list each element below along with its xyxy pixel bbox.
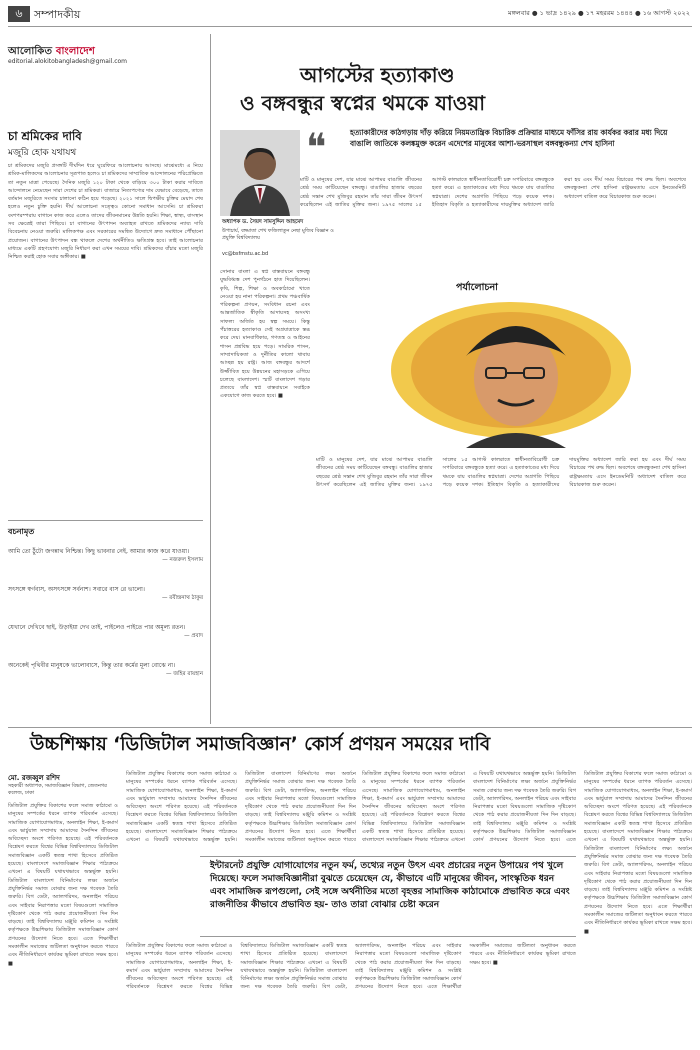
article2-body-col3: ডিজিটাল প্রযুক্তির বিকাশের ফলে সমাজ কাঠামো ও মানুষের সম্পর্কের ধরনে ব্যাপক পরিবর্তন এসেছে। সামাজিক যোগাযোগমাধ্যম, অনলাইন শিক্ষা, ই-কমার্স এবং ভার্চুয়াল সম্প্রদায় আমাদের দৈনন্দিন জীবনের অবিচ্ছেদ্য অংশে পরিণত হয়েছে। এই পরিবর্তনকে বিশ্লেষণ করতে বিশ্বের বিভিন্ন বিশ্ববিদ্যালয়ে ডিজিটাল সমাজবিজ্ঞান একটি স্বতন্ত্র শাখা হিসেবে প্রতিষ্ঠিত হয়েছে। বাংলাদেশে সমাজবিজ্ঞান শিক্ষার পাঠ্যক্রমে এখনো এ বিষয়টি যথাযথভাবে অন্তর্ভুক্ত হয়নি। ডিজিটাল বাংলাদেশ বিনির্মাণের লক্ষ্য অর্জনে প্রযুক্তিনির্ভর সমাজ বোঝার জন্য দক্ষ গবেষক তৈরি জরুরি। বিগ ডেটা, অ্যালগরিদম, অনলাইন পরিচয় এবং সাইবার নিরাপত্তার মতো বিষয়গুলো সামাজিক দৃষ্টিকোণ থেকে পাঠ করার প্রয়োজনীয়তা দিন দিন বাড়ছে। তাই বিশ্ববিদ্যালয় মঞ্জুরি কমিশন ও সংশ্লিষ্ট কর্তৃপক্ষকে উচ্চশিক্ষায় ডিজিটাল সমাজবিজ্ঞান কোর্স প্রণয়নের উদ্যোগ নিতে হবে। এতে	[362, 771, 576, 844]
feature-lead: হত্যাকারীদের কাঠগড়ায় দাঁড় করিয়ে নিয়মতান্ত্রিক বিচারিক প্রক্রিয়ার মাধ্যমে ফাঁসির রায় কার্যকর করার মধ্য দিয়ে বাঙালি জাতিকে কলঙ্কমুক্ত করেন এদেশের মানুষের আশা-ভরসাস্থল বঙ্গবন্ধুকন্যা শেখ হাসিনা	[350, 128, 668, 148]
article2-author-title: সহকারী অধ্যাপক, সমাজবিজ্ঞান বিভাগ, জেতনগর কলেজ, ঢাকা	[8, 783, 107, 796]
author-name: অধ্যাপক ড. সৈয়দ সামসুদ্দিন আহমেদ	[222, 219, 304, 225]
editorial-title: চা শ্রমিকের দাবি	[8, 129, 82, 143]
author-portrait-icon	[220, 130, 300, 216]
section-title: সম্পাদকীয়	[34, 8, 81, 21]
article2-author: মো. রজব্বুল রশিদ	[8, 774, 60, 782]
author-email[interactable]: vc@bsfmstu.ac.bd	[222, 251, 269, 257]
author-photo	[220, 130, 300, 216]
quote-author: — নজরুল ইসলাম	[162, 557, 203, 563]
band-top-rule	[8, 727, 692, 728]
article2-title: উচ্চশিক্ষায় ‘ডিজিটাল সমাজবিজ্ঞান’ কোর্স প্রণয়ন সময়ের দাবি	[30, 734, 491, 755]
quote-text: আমি তো ঠুঁটো জগন্নাথ নিশ্চিন্ত। কিছু ভাবনার নেই, আমার কাজ করে যাওয়া।	[8, 548, 190, 555]
editorial-email[interactable]: editorial.alokitobangladesh@gmail.com	[8, 58, 128, 65]
quote-text: যেখানে দেখিবে ছাই, উড়াইয়া দেখ তাই, পাইলেও পাইতে পার অমূল্য রতন।	[8, 624, 186, 631]
quotes-heading: বচনামৃত	[8, 527, 35, 536]
quote-item	[8, 661, 203, 679]
logo-left-word: আলোকিত	[8, 46, 53, 57]
quote-item	[8, 547, 203, 565]
article2-body-col2: ডিজিটাল প্রযুক্তির বিকাশের ফলে সমাজ কাঠামো ও মানুষের সম্পর্কের ধরনে ব্যাপক পরিবর্তন এসেছে। সামাজিক যোগাযোগমাধ্যম, অনলাইন শিক্ষা, ই-কমার্স এবং ভার্চুয়াল সম্প্রদায় আমাদের দৈনন্দিন জীবনের অবিচ্ছেদ্য অংশে পরিণত হয়েছে। এই পরিবর্তনকে বিশ্লেষণ করতে বিশ্বের বিভিন্ন বিশ্ববিদ্যালয়ে ডিজিটাল সমাজবিজ্ঞান একটি স্বতন্ত্র শাখা হিসেবে প্রতিষ্ঠিত হয়েছে। বাংলাদেশে সমাজবিজ্ঞান শিক্ষার পাঠ্যক্রমে এখনো এ বিষয়টি যথাযথভাবে অন্তর্ভুক্ত হয়নি। ডিজিটাল বাংলাদেশ বিনির্মাণের লক্ষ্য অর্জনে প্রযুক্তিনির্ভর সমাজ বোঝার জন্য দক্ষ গবেষক তৈরি জরুরি। বিগ ডেটা, অ্যালগরিদম, অনলাইন পরিচয় এবং সাইবার নিরাপত্তার মতো বিষয়গুলো সামাজিক দৃষ্টিকোণ থেকে পাঠ করার প্রয়োজনীয়তা দিন দিন বাড়ছে। তাই বিশ্ববিদ্যালয় মঞ্জুরি কমিশন ও সংশ্লিষ্ট কর্তৃপক্ষকে উচ্চশিক্ষায় ডিজিটাল সমাজবিজ্ঞান কোর্স প্রণয়নের উদ্যোগ নিতে হবে। এতে শিক্ষার্থীরা সমকালীন সমাজের জটিলতা অনুধাবন করতে পারবে	[126, 771, 356, 844]
feature-body-bottom: মাটি ও মানুষের দেশ, যার মাঝে আপামর বাঙালি জীবনের শ্রেষ্ঠ সময় কাটিয়েছেন বঙ্গবন্ধু। বাঙালির হাজার বছরের শ্রেষ্ঠ সন্তান শেখ মুজিবুর রহমান তাঁর সারা জীবন উৎসর্গ করেছিলেন এই জাতির মুক্তির জন্য। ১৯৭৫ সালের ১৫ আগস্ট কালরাতে স্বাধীনতাবিরোধী চক্র সপরিবারে বঙ্গবন্ধুকে হত্যা করে। এ হত্যাকাণ্ডের মধ্য দিয়ে থমকে যায় বাঙালির স্বপ্নযাত্রা। দেশের অগ্রগতি পিছিয়ে পড়ে কয়েক দশক। ইতিহাস বিকৃতি ও হত্যাকারীদের দায়মুক্তির অধ্যাদেশ জারি করা হয় এবং দীর্ঘ সময় বিচারের পথ রুদ্ধ ছিল। অবশেষে বঙ্গবন্ধুকন্যা শেখ হাসিনা রাষ্ট্রক্ষমতায় এসে ইনডেমনিটি অধ্যাদেশ বাতিল করে বিচারকাজ শুরু করেন।	[316, 457, 686, 488]
quote-text: সৎসঙ্গে স্বর্গবাস, অসৎসঙ্গে সর্বনাশ। সবারে বাস রে ভালো।	[8, 586, 145, 593]
quote-item	[8, 585, 203, 603]
editorial-body: চা শ্রমিকদের মজুরি প্রসঙ্গটি দীর্ঘদিন ধরে ঘুরেফিরে আলোচনায় আসছে। মাঝেমধ্যে এ নিয়ে শ্রমিক-মালিকদের আলোচনার সূত্রপাত হলেও চা শ্রমিকদের সাম্প্রতিক আন্দোলনের পরিপ্রেক্ষিতে তা নতুন মাত্রা পেয়েছে। দৈনিক মজুরি ১২০ টাকা থেকে বাড়িয়ে ৩০০ টাকা করার দাবিতে আন্দোলনে নেমেছেন সারা দেশের চা শ্রমিকরা। বাজারে নিত্যপণ্যের দাম যেভাবে বেড়েছে, তাতে বর্তমান মজুরিতে সংসার চালানো কঠিন হয়ে পড়েছে। ২০২১ সালে দ্বিপক্ষীয় চুক্তির মেয়াদ শেষ হলেও নতুন চুক্তি হয়নি। দীর্ঘ আলোচনা সত্ত্বেও কোনো সমাধান আসেনি। চা শ্রমিকরা বংশপরম্পরায় বাগানে কাজ করে এলেও তাদের জীবনমানের উন্নতি হয়নি। শিক্ষা, স্বাস্থ্য, বাসস্থান সব ক্ষেত্রেই তারা পিছিয়ে। চা বাগানের উৎপাদন অব্যাহত রাখতে শ্রমিকদের ন্যায্য দাবি বিবেচনায় নেওয়া জরুরি। মালিকপক্ষ এবং সরকারের সমন্বিত উদ্যোগে দ্রুত সমাধানে পৌঁছানো প্রয়োজন। বাগানের উৎপাদন বন্ধ থাকলে দেশের অর্থনীতিও ক্ষতিগ্রস্ত হবে। তাই আলোচনার মাধ্যমে একটি গ্রহণযোগ্য মজুরি নির্ধারণ করা এখন সময়ের দাবি। শ্রমিকদের বাঁচার মতো মজুরি নিশ্চিত করাই হোক সবার অঙ্গীকার। ■	[8, 163, 203, 261]
feature-title-line1: আগস্টের হত্যাকাণ্ড	[300, 63, 455, 87]
review-label: পর্যালোচনা	[456, 282, 498, 293]
author-title: উপাচার্য, বঙ্গমাতা শেখ ফজিলাতুন নেছা মুজিব বিজ্ঞান ও প্রযুক্তি বিশ্ববিদ্যালয়	[222, 228, 334, 241]
article2-pull-quote: ইন্টারনেট প্রযুক্তি যোগাযোগের নতুন ফর্ম, তথ্যের নতুন উৎস এবং প্রচারের নতুন উপায়ের পথ খুলে দিয়েছে। ফলে সমাজবিজ্ঞানীরা বুঝতে চেয়েছেন যে, কীভাবে এটি মানুষের জীবন, সাংস্কৃতিক ধরন এবং সামাজিক রূপগুলো, সেই সঙ্গে অর্থনীতির মতো বৃহত্তর সামাজিক কাঠামোকে প্রভাবিত করে এবং রাজনীতির কীভাবে প্রভাবিত হয়- তাও তারা বোঝার চেষ্টা করেন	[210, 861, 570, 910]
portrait-illustration-icon	[316, 298, 686, 448]
quotes-top-rule	[8, 520, 203, 521]
quote-open-icon: ❝	[306, 125, 327, 169]
quote-author: — রবীন্দ্রনাথ ঠাকুর	[162, 595, 203, 601]
feature-title-line2: ও বঙ্গবন্ধুর স্বপ্নের থমকে যাওয়া	[240, 91, 486, 115]
date-line: মঙ্গলবার ● ১ ভাদ্র ১৪২৯ ● ১৭ মহররম ১৪৪৪ ● ১৬ আগস্ট ২০২২	[508, 9, 690, 17]
feature-body-left: সোনার বাংলা এ স্বপ্ন বাস্তবায়নে বঙ্গবন্ধু যুদ্ধবিধ্বস্ত দেশ পুনর্গঠনে হাত দিয়েছিলেন। কৃষি, শিল্প, শিক্ষা ও অবকাঠামো খাতে নেওয়া হয় নানা পরিকল্পনা। প্রথম পঞ্চবার্ষিক পরিকল্পনা প্রণয়ন, সংবিধান রচনা এবং আন্তর্জাতিক স্বীকৃতি আদায়সহ অসংখ্য সাফল্য অর্জিত হয় স্বল্প সময়ে। কিন্তু পঁচাত্তরের হত্যাকাণ্ড সেই অগ্রযাত্রাকে স্তব্ধ করে দেয়। মানবাধিকার, গণতন্ত্র ও আইনের শাসন প্রশ্নবিদ্ধ হয়ে পড়ে। সামরিক শাসন, সাম্প্রদায়িকতা ও দুর্নীতির কালো থাবায় আচ্ছন্ন হয় রাষ্ট্র। আজ বঙ্গবন্ধুর আদর্শে উজ্জীবিত হয়ে উন্নয়নের মহাসড়কে এগিয়ে চলেছে বাংলাদেশ। স্মার্ট বাংলাদেশ গড়ার প্রত্যয়ে তাঁর স্বপ্ন বাস্তবায়নে সবাইকে একযোগে কাজ করতে হবে। ■	[220, 269, 310, 400]
page-number: ৬	[8, 6, 30, 22]
quote-author: — জহির রায়হান	[165, 671, 203, 677]
column-divider	[210, 34, 211, 724]
bangabandhu-illustration	[316, 298, 686, 448]
article2-body-col1: ডিজিটাল প্রযুক্তির বিকাশের ফলে সমাজ কাঠামো ও মানুষের সম্পর্কের ধরনে ব্যাপক পরিবর্তন এসেছে। সামাজিক যোগাযোগমাধ্যম, অনলাইন শিক্ষা, ই-কমার্স এবং ভার্চুয়াল সম্প্রদায় আমাদের দৈনন্দিন জীবনের অবিচ্ছেদ্য অংশে পরিণত হয়েছে। এই পরিবর্তনকে বিশ্লেষণ করতে বিশ্বের বিভিন্ন বিশ্ববিদ্যালয়ে ডিজিটাল সমাজবিজ্ঞান একটি স্বতন্ত্র শাখা হিসেবে প্রতিষ্ঠিত হয়েছে। বাংলাদেশে সমাজবিজ্ঞান শিক্ষার পাঠ্যক্রমে এখনো এ বিষয়টি যথাযথভাবে অন্তর্ভুক্ত হয়নি। ডিজিটাল বাংলাদেশ বিনির্মাণের লক্ষ্য অর্জনে প্রযুক্তিনির্ভর সমাজ বোঝার জন্য দক্ষ গবেষক তৈরি জরুরি। বিগ ডেটা, অ্যালগরিদম, অনলাইন পরিচয় এবং সাইবার নিরাপত্তার মতো বিষয়গুলো সামাজিক দৃষ্টিকোণ থেকে পাঠ করার প্রয়োজনীয়তা দিন দিন বাড়ছে। তাই বিশ্ববিদ্যালয় মঞ্জুরি কমিশন ও সংশ্লিষ্ট কর্তৃপক্ষকে উচ্চশিক্ষায় ডিজিটাল সমাজবিজ্ঞান কোর্স প্রণয়নের উদ্যোগ নিতে হবে। এতে শিক্ষার্থীরা সমকালীন সমাজের জটিলতা অনুধাবন করতে পারবে এবং নীতিনির্ধারণে কার্যকর ভূমিকা রাখতে সক্ষম হবে। ■	[8, 803, 118, 967]
pull-quote-bottom-rule	[200, 936, 576, 937]
pull-quote-top-rule	[200, 856, 576, 857]
quote-item	[8, 623, 203, 641]
feature-body-top: মাটি ও মানুষের দেশ, যার মাঝে আপামর বাঙালি জীবনের শ্রেষ্ঠ সময় কাটিয়েছেন বঙ্গবন্ধু। বাঙালির হাজার বছরের শ্রেষ্ঠ সন্তান শেখ মুজিবুর রহমান তাঁর সারা জীবন উৎসর্গ করেছিলেন এই জাতির মুক্তির জন্য। ১৯৭৫ সালের ১৫ আগস্ট কালরাতে স্বাধীনতাবিরোধী চক্র সপরিবারে বঙ্গবন্ধুকে হত্যা করে। এ হত্যাকাণ্ডের মধ্য দিয়ে থমকে যায় বাঙালির স্বপ্নযাত্রা। দেশের অগ্রগতি পিছিয়ে পড়ে কয়েক দশক। ইতিহাস বিকৃতি ও হত্যাকারীদের দায়মুক্তির অধ্যাদেশ জারি করা হয় এবং দীর্ঘ সময় বিচারের পথ রুদ্ধ ছিল। অবশেষে বঙ্গবন্ধুকন্যা শেখ হাসিনা রাষ্ট্রক্ষমতায় এসে ইনডেমনিটি অধ্যাদেশ বাতিল করে বিচারকাজ শুরু করেন।	[300, 177, 686, 208]
quote-author: — প্রবাদ	[184, 633, 203, 639]
article2-body-lower: ডিজিটাল প্রযুক্তির বিকাশের ফলে সমাজ কাঠামো ও মানুষের সম্পর্কের ধরনে ব্যাপক পরিবর্তন এসেছে। সামাজিক যোগাযোগমাধ্যম, অনলাইন শিক্ষা, ই-কমার্স এবং ভার্চুয়াল সম্প্রদায় আমাদের দৈনন্দিন জীবনের অবিচ্ছেদ্য অংশে পরিণত হয়েছে। এই পরিবর্তনকে বিশ্লেষণ করতে বিশ্বের বিভিন্ন বিশ্ববিদ্যালয়ে ডিজিটাল সমাজবিজ্ঞান একটি স্বতন্ত্র শাখা হিসেবে প্রতিষ্ঠিত হয়েছে। বাংলাদেশে সমাজবিজ্ঞান শিক্ষার পাঠ্যক্রমে এখনো এ বিষয়টি যথাযথভাবে অন্তর্ভুক্ত হয়নি। ডিজিটাল বাংলাদেশ বিনির্মাণের লক্ষ্য অর্জনে প্রযুক্তিনির্ভর সমাজ বোঝার জন্য দক্ষ গবেষক তৈরি জরুরি। বিগ ডেটা, অ্যালগরিদম, অনলাইন পরিচয় এবং সাইবার নিরাপত্তার মতো বিষয়গুলো সামাজিক দৃষ্টিকোণ থেকে পাঠ করার প্রয়োজনীয়তা দিন দিন বাড়ছে। তাই বিশ্ববিদ্যালয় মঞ্জুরি কমিশন ও সংশ্লিষ্ট কর্তৃপক্ষকে উচ্চশিক্ষায় ডিজিটাল সমাজবিজ্ঞান কোর্স প্রণয়নের উদ্যোগ নিতে হবে। এতে শিক্ষার্থীরা সমকালীন সমাজের জটিলতা অনুধাবন করতে পারবে এবং নীতিনির্ধারণে কার্যকর ভূমিকা রাখতে সক্ষম হবে। ■	[126, 943, 576, 991]
header-rule	[8, 26, 692, 27]
logo-right-word: বাংলাদেশ	[55, 46, 95, 57]
article2-body-col4: ডিজিটাল প্রযুক্তির বিকাশের ফলে সমাজ কাঠামো ও মানুষের সম্পর্কের ধরনে ব্যাপক পরিবর্তন এসেছে। সামাজিক যোগাযোগমাধ্যম, অনলাইন শিক্ষা, ই-কমার্স এবং ভার্চুয়াল সম্প্রদায় আমাদের দৈনন্দিন জীবনের অবিচ্ছেদ্য অংশে পরিণত হয়েছে। এই পরিবর্তনকে বিশ্লেষণ করতে বিশ্বের বিভিন্ন বিশ্ববিদ্যালয়ে ডিজিটাল সমাজবিজ্ঞান একটি স্বতন্ত্র শাখা হিসেবে প্রতিষ্ঠিত হয়েছে। বাংলাদেশে সমাজবিজ্ঞান শিক্ষার পাঠ্যক্রমে এখনো এ বিষয়টি যথাযথভাবে অন্তর্ভুক্ত হয়নি। ডিজিটাল বাংলাদেশ বিনির্মাণের লক্ষ্য অর্জনে প্রযুক্তিনির্ভর সমাজ বোঝার জন্য দক্ষ গবেষক তৈরি জরুরি। বিগ ডেটা, অ্যালগরিদম, অনলাইন পরিচয় এবং সাইবার নিরাপত্তার মতো বিষয়গুলো সামাজিক দৃষ্টিকোণ থেকে পাঠ করার প্রয়োজনীয়তা দিন দিন বাড়ছে। তাই বিশ্ববিদ্যালয় মঞ্জুরি কমিশন ও সংশ্লিষ্ট কর্তৃপক্ষকে উচ্চশিক্ষায় ডিজিটাল সমাজবিজ্ঞান কোর্স প্রণয়নের উদ্যোগ নিতে হবে। এতে শিক্ষার্থীরা সমকালীন সমাজের জটিলতা অনুধাবন করতে পারবে এবং নীতিনির্ধারণে কার্যকর ভূমিকা রাখতে সক্ষম হবে। ■	[584, 771, 692, 935]
editorial-subtitle: মজুরি হোক যথাযথ	[8, 148, 77, 158]
quote-text: অনেকেই পৃথিবীর মানুষকে ভালোবাসে, কিন্তু তার কর্মের মূল্য বোঝে না।	[8, 662, 176, 669]
